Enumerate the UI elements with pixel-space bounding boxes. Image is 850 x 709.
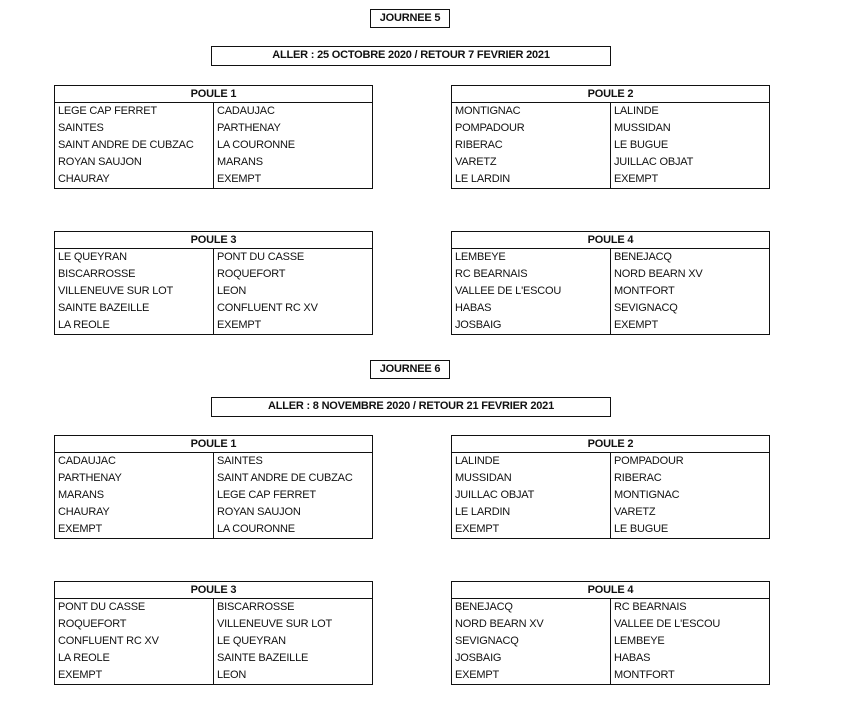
away-team: VALLEE DE L'ESCOU <box>611 616 770 633</box>
match-row <box>452 266 770 283</box>
away-team: LA COURONNE <box>214 521 373 539</box>
match-row <box>55 616 373 633</box>
away-team: MONTFORT <box>611 667 770 685</box>
j6-poule-2-table <box>451 435 770 539</box>
poule-title: POULE 4 <box>452 232 770 249</box>
away-team: CADAUJAC <box>214 103 373 121</box>
match-row <box>452 599 770 617</box>
away-team: RIBERAC <box>611 470 770 487</box>
match-row <box>55 300 373 317</box>
match-row <box>55 667 373 685</box>
j5-poule-4-table <box>451 231 770 335</box>
away-team: PONT DU CASSE <box>214 249 373 267</box>
j6-poule-3-table <box>54 581 373 685</box>
match-row <box>452 504 770 521</box>
match-row <box>452 103 770 121</box>
home-team: SEVIGNACQ <box>452 633 611 650</box>
match-row <box>55 521 373 539</box>
home-team: VARETZ <box>452 154 611 171</box>
away-team: EXEMPT <box>611 317 770 335</box>
match-row <box>452 453 770 471</box>
home-team: LE LARDIN <box>452 171 611 189</box>
away-team: RC BEARNAIS <box>611 599 770 617</box>
away-team: POMPADOUR <box>611 453 770 471</box>
match-row <box>452 120 770 137</box>
match-row <box>452 300 770 317</box>
journee-6-dates: ALLER : 8 NOVEMBRE 2020 / RETOUR 21 FEVRIER 2021 <box>211 397 611 417</box>
away-team: LALINDE <box>611 103 770 121</box>
match-row <box>55 103 373 121</box>
home-team: MARANS <box>55 487 214 504</box>
home-team: NORD BEARN XV <box>452 616 611 633</box>
away-team: LEON <box>214 283 373 300</box>
away-team: SAINTE BAZEILLE <box>214 650 373 667</box>
home-team: VALLEE DE L'ESCOU <box>452 283 611 300</box>
away-team: VILLENEUVE SUR LOT <box>214 616 373 633</box>
match-row <box>55 120 373 137</box>
home-team: LE LARDIN <box>452 504 611 521</box>
away-team: MONTFORT <box>611 283 770 300</box>
away-team: HABAS <box>611 650 770 667</box>
away-team: NORD BEARN XV <box>611 266 770 283</box>
away-team: SAINTES <box>214 453 373 471</box>
away-team: LE QUEYRAN <box>214 633 373 650</box>
away-team: VARETZ <box>611 504 770 521</box>
match-row <box>55 171 373 189</box>
away-team: SAINT ANDRE DE CUBZAC <box>214 470 373 487</box>
away-team: LE BUGUE <box>611 137 770 154</box>
home-team: JOSBAIG <box>452 317 611 335</box>
away-team: BISCARROSSE <box>214 599 373 617</box>
match-row <box>55 317 373 335</box>
match-row <box>55 154 373 171</box>
match-row <box>452 633 770 650</box>
away-team: SEVIGNACQ <box>611 300 770 317</box>
match-row <box>452 487 770 504</box>
match-row <box>452 667 770 685</box>
away-team: ROYAN SAUJON <box>214 504 373 521</box>
away-team: JUILLAC OBJAT <box>611 154 770 171</box>
home-team: LA REOLE <box>55 650 214 667</box>
poule-title: POULE 2 <box>452 86 770 103</box>
match-row <box>55 266 373 283</box>
poule-title: POULE 3 <box>55 232 373 249</box>
poule-title: POULE 4 <box>452 582 770 599</box>
match-row <box>452 650 770 667</box>
match-row <box>452 616 770 633</box>
journee-5-dates: ALLER : 25 OCTOBRE 2020 / RETOUR 7 FEVRIER 2021 <box>211 46 611 66</box>
home-team: LEGE CAP FERRET <box>55 103 214 121</box>
j5-poule-1-table <box>54 85 373 189</box>
j6-poule-1-table <box>54 435 373 539</box>
home-team: LA REOLE <box>55 317 214 335</box>
home-team: RIBERAC <box>452 137 611 154</box>
away-team: BENEJACQ <box>611 249 770 267</box>
match-row <box>55 650 373 667</box>
j5-poule-3-table <box>54 231 373 335</box>
match-row <box>452 521 770 539</box>
match-row <box>452 171 770 189</box>
match-row <box>452 283 770 300</box>
away-team: MONTIGNAC <box>611 487 770 504</box>
away-team: EXEMPT <box>611 171 770 189</box>
home-team: LEMBEYE <box>452 249 611 267</box>
home-team: CHAURAY <box>55 171 214 189</box>
match-row <box>55 599 373 617</box>
match-row <box>55 633 373 650</box>
home-team: JOSBAIG <box>452 650 611 667</box>
home-team: LE QUEYRAN <box>55 249 214 267</box>
home-team: EXEMPT <box>55 667 214 685</box>
home-team: MONTIGNAC <box>452 103 611 121</box>
home-team: LALINDE <box>452 453 611 471</box>
j5-poule-2-table <box>451 85 770 189</box>
home-team: BISCARROSSE <box>55 266 214 283</box>
away-team: LA COURONNE <box>214 137 373 154</box>
away-team: EXEMPT <box>214 171 373 189</box>
home-team: EXEMPT <box>452 667 611 685</box>
home-team: CHAURAY <box>55 504 214 521</box>
match-row <box>55 453 373 471</box>
poule-title: POULE 3 <box>55 582 373 599</box>
home-team: CONFLUENT RC XV <box>55 633 214 650</box>
match-row <box>55 249 373 267</box>
poule-title: POULE 2 <box>452 436 770 453</box>
match-row <box>55 504 373 521</box>
match-row <box>452 154 770 171</box>
away-team: MUSSIDAN <box>611 120 770 137</box>
poule-title: POULE 1 <box>55 86 373 103</box>
home-team: PARTHENAY <box>55 470 214 487</box>
poule-title: POULE 1 <box>55 436 373 453</box>
away-team: MARANS <box>214 154 373 171</box>
home-team: ROQUEFORT <box>55 616 214 633</box>
match-row <box>452 470 770 487</box>
match-row <box>452 249 770 267</box>
away-team: LEON <box>214 667 373 685</box>
journee-5-title: JOURNEE 5 <box>370 9 450 28</box>
home-team: MUSSIDAN <box>452 470 611 487</box>
away-team: LE BUGUE <box>611 521 770 539</box>
match-row <box>55 283 373 300</box>
away-team: CONFLUENT RC XV <box>214 300 373 317</box>
match-row <box>452 317 770 335</box>
away-team: ROQUEFORT <box>214 266 373 283</box>
home-team: SAINTE BAZEILLE <box>55 300 214 317</box>
match-row <box>55 137 373 154</box>
j6-poule-4-table <box>451 581 770 685</box>
away-team: LEGE CAP FERRET <box>214 487 373 504</box>
away-team: PARTHENAY <box>214 120 373 137</box>
home-team: RC BEARNAIS <box>452 266 611 283</box>
home-team: EXEMPT <box>452 521 611 539</box>
home-team: ROYAN SAUJON <box>55 154 214 171</box>
match-row <box>452 137 770 154</box>
home-team: HABAS <box>452 300 611 317</box>
journee-6-title: JOURNEE 6 <box>370 360 450 379</box>
home-team: PONT DU CASSE <box>55 599 214 617</box>
home-team: JUILLAC OBJAT <box>452 487 611 504</box>
home-team: POMPADOUR <box>452 120 611 137</box>
match-row <box>55 487 373 504</box>
home-team: EXEMPT <box>55 521 214 539</box>
home-team: VILLENEUVE SUR LOT <box>55 283 214 300</box>
away-team: LEMBEYE <box>611 633 770 650</box>
match-row <box>55 470 373 487</box>
home-team: BENEJACQ <box>452 599 611 617</box>
home-team: CADAUJAC <box>55 453 214 471</box>
home-team: SAINTES <box>55 120 214 137</box>
home-team: SAINT ANDRE DE CUBZAC <box>55 137 214 154</box>
away-team: EXEMPT <box>214 317 373 335</box>
